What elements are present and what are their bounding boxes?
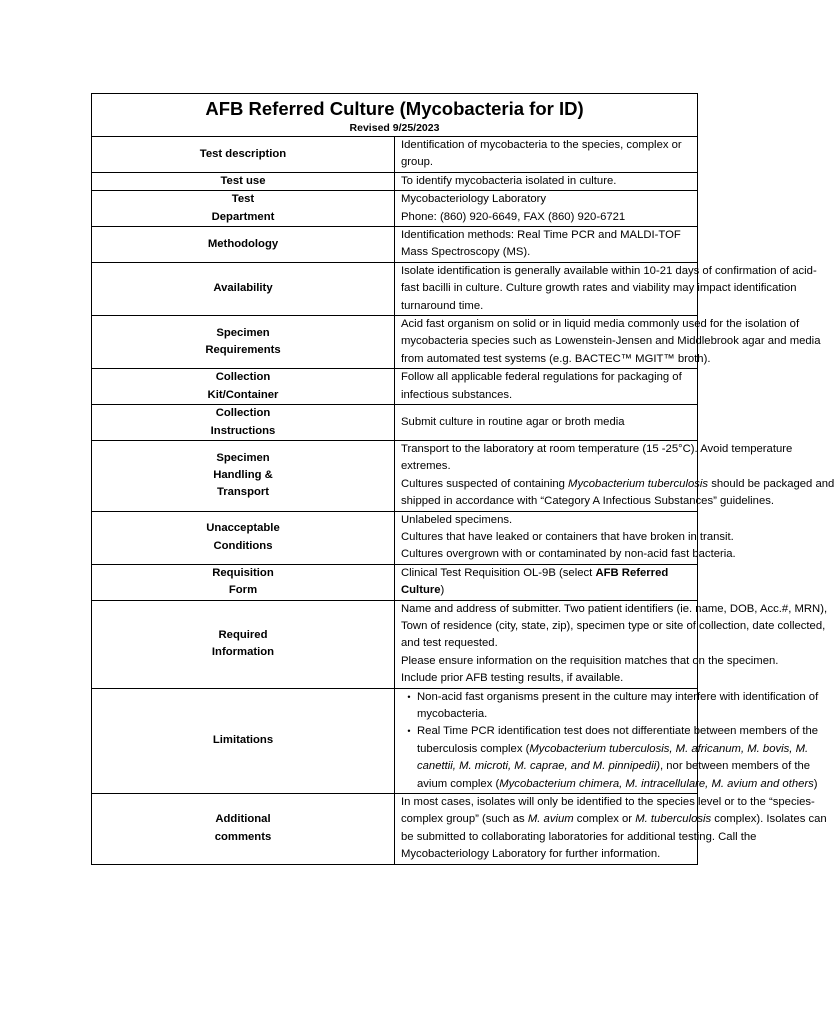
label-requisition-form (92, 564, 395, 600)
header-row (92, 94, 698, 137)
label-collection-instructions (92, 405, 395, 441)
bullet-text (417, 689, 818, 724)
value-additional-comments (395, 794, 827, 865)
label-line: Requirements (205, 344, 281, 357)
text-line: and test requested. (401, 637, 498, 650)
label-line: Test (231, 193, 255, 206)
department-phone: Phone: (860) 920-6649, FAX (860) 920-6721 (401, 210, 626, 223)
row-test-description (92, 137, 698, 173)
label-line: Form (228, 584, 258, 597)
text-line: mycobacteria. (417, 708, 488, 720)
row-collection-instructions (92, 405, 698, 441)
text-line: from automated test systems (e.g. BACTEC™ MGIT™ broth). (401, 352, 711, 365)
label-line: Specimen (216, 451, 270, 464)
row-methodology (92, 227, 698, 263)
value-unacceptable-conditions (395, 511, 736, 564)
text-line: Cultures that have leaked or containers that have broken in transit. (401, 530, 734, 543)
row-specimen-requirements (92, 316, 698, 369)
text-segment: avium complex ( (417, 777, 500, 790)
bullet-item (401, 723, 819, 793)
text-line: Acid fast organism on solid or in liquid media commonly used for the isolation of (401, 318, 800, 331)
text-line (417, 741, 818, 758)
text-line: Real Time PCR identification test does not differentiate between members of the (417, 725, 819, 738)
revision-date: Revised 9/25/2023 (349, 122, 440, 134)
label-line: Kit/Container (207, 388, 279, 401)
text-segment: complex or (573, 813, 636, 826)
label-test-use: Test use (92, 172, 395, 190)
label-specimen-handling (92, 440, 395, 511)
organism-name: M. tuberculosis (635, 813, 712, 826)
text-line: mycobacteria species such as Lowenstein-Jensen and Middlebrook agar and media (401, 335, 821, 348)
label-unacceptable-conditions (92, 511, 395, 564)
bullet-item (401, 689, 819, 724)
label-line: comments (214, 830, 272, 843)
text-segment: ) (440, 584, 445, 597)
row-unacceptable-conditions (92, 511, 698, 564)
value-collection-kit: Follow all applicable federal regulations for packaging of infectious substances. (395, 369, 698, 405)
text-segment: complex group” (such as (401, 813, 528, 826)
label-limitations: Limitations (92, 688, 395, 793)
text-segment: tuberculosis complex ( (417, 742, 530, 755)
text-line: Mycobacteriology Laboratory for further information. (401, 848, 661, 861)
label-availability: Availability (92, 262, 395, 315)
test-info-table (91, 93, 834, 865)
label-line: Specimen (216, 326, 270, 339)
row-availability (92, 262, 698, 315)
text-line: fast bacilli in culture. Culture growth rates and viability may impact identification (401, 282, 797, 295)
bullet-text (417, 723, 818, 793)
text-line: In most cases, isolates will only be identified to the species level or to the “species- (401, 796, 815, 809)
label-line: Handling & (213, 469, 273, 482)
value-methodology: Identification methods: Real Time PCR and MALDI-TOF Mass Spectroscopy (MS). (395, 227, 698, 263)
text-line: Town of residence (city, state, zip), specimen type or site of collection, date collected, (401, 619, 826, 632)
text-line: be submitted to collaborating laboratories for additional testing. Call the (401, 830, 757, 843)
label-test-department (92, 191, 395, 227)
row-additional-comments (92, 794, 698, 865)
text-segment: Cultures suspected of containing (401, 477, 569, 490)
row-test-use (92, 172, 698, 190)
value-specimen-requirements (395, 316, 821, 369)
text-line: Unlabeled specimens. (401, 513, 513, 526)
row-test-department (92, 191, 698, 227)
label-additional-comments (92, 794, 395, 865)
text-segment: , nor between members of the (659, 760, 811, 773)
label-line: Department (211, 210, 275, 223)
label-line: Collection (215, 407, 271, 420)
value-test-use: To identify mycobacteria isolated in culture. (395, 172, 698, 190)
text-line: Include prior AFB testing results, if available. (401, 672, 624, 685)
text-segment: Clinical Test Requisition OL-9B (select (401, 566, 596, 579)
form-selection: AFB Referred Culture (401, 566, 669, 597)
text-line (417, 758, 818, 775)
value-requisition-form (395, 564, 698, 600)
row-requisition-form (92, 564, 698, 600)
organism-list: Mycobacterium chimera, M. intracellulare, M. avium and others (499, 777, 814, 790)
label-line: Information (211, 646, 275, 659)
value-test-description: Identification of mycobacteria to the species, complex or group. (395, 137, 698, 173)
label-line: Unacceptable (206, 522, 280, 535)
value-specimen-handling (395, 440, 834, 511)
value-collection-instructions: Submit culture in routine agar or broth media (395, 405, 698, 441)
label-line: Transport (216, 486, 270, 499)
label-required-information (92, 600, 395, 688)
text-segment: complex). Isolates can (711, 813, 827, 826)
organism-name: Mycobacterium tuberculosis (568, 477, 709, 490)
header-cell (92, 94, 698, 137)
label-collection-kit (92, 369, 395, 405)
label-line: Conditions (213, 539, 273, 552)
text-line: turnaround time. (401, 299, 484, 312)
organism-name: M. avium (527, 813, 574, 826)
label-specimen-requirements (92, 316, 395, 369)
department-name: Mycobacteriology Laboratory (401, 193, 547, 206)
bullet-icon: • (407, 726, 411, 737)
label-line: Collection (215, 371, 271, 384)
label-line: Additional (215, 813, 271, 826)
text-line: extremes. (401, 460, 451, 473)
label-line: Instructions (210, 424, 276, 437)
row-required-information (92, 600, 698, 688)
label-methodology: Methodology (92, 227, 395, 263)
organism-list: Mycobacterium tuberculosis, M. africanum, M. bovis, M. (529, 742, 809, 755)
text-line: Name and address of submitter. Two patient identifiers (ie. name, DOB, Acc.#, MRN), (401, 602, 828, 615)
text-line: Please ensure information on the requisition matches that on the specimen. (401, 654, 779, 667)
label-test-description: Test description (92, 137, 395, 173)
row-collection-kit (92, 369, 698, 405)
label-line: Requisition (212, 566, 274, 579)
text-line: Transport to the laboratory at room temperature (15 -25°C). Avoid temperature (401, 442, 793, 455)
text-line (401, 811, 827, 828)
text-line (401, 476, 834, 493)
text-line: Isolate identification is generally available within 10-21 days of confirmation of acid- (401, 264, 817, 277)
value-limitations (395, 688, 819, 793)
organism-list: canettii, M. microti, M. caprae, and M. pinnipedii) (417, 760, 660, 773)
text-segment: ) (813, 777, 818, 790)
value-test-department (395, 191, 698, 227)
row-limitations (92, 688, 698, 793)
value-availability (395, 262, 817, 315)
text-line: Cultures overgrown with or contaminated by non-acid fast bacteria. (401, 548, 736, 561)
label-line: Required (218, 628, 268, 641)
row-specimen-handling (92, 440, 698, 511)
text-line: shipped in accordance with “Category A Infectious Substances” guidelines. (401, 495, 775, 508)
document-sheet (91, 93, 834, 865)
document-title: AFB Referred Culture (Mycobacteria for ID) (205, 98, 584, 119)
bullet-icon: • (407, 691, 411, 702)
text-segment: should be packaged and (708, 477, 834, 490)
text-line: Non-acid fast organisms present in the culture may interfere with identification of (417, 690, 819, 703)
text-line (417, 776, 818, 793)
value-required-information (395, 600, 828, 688)
